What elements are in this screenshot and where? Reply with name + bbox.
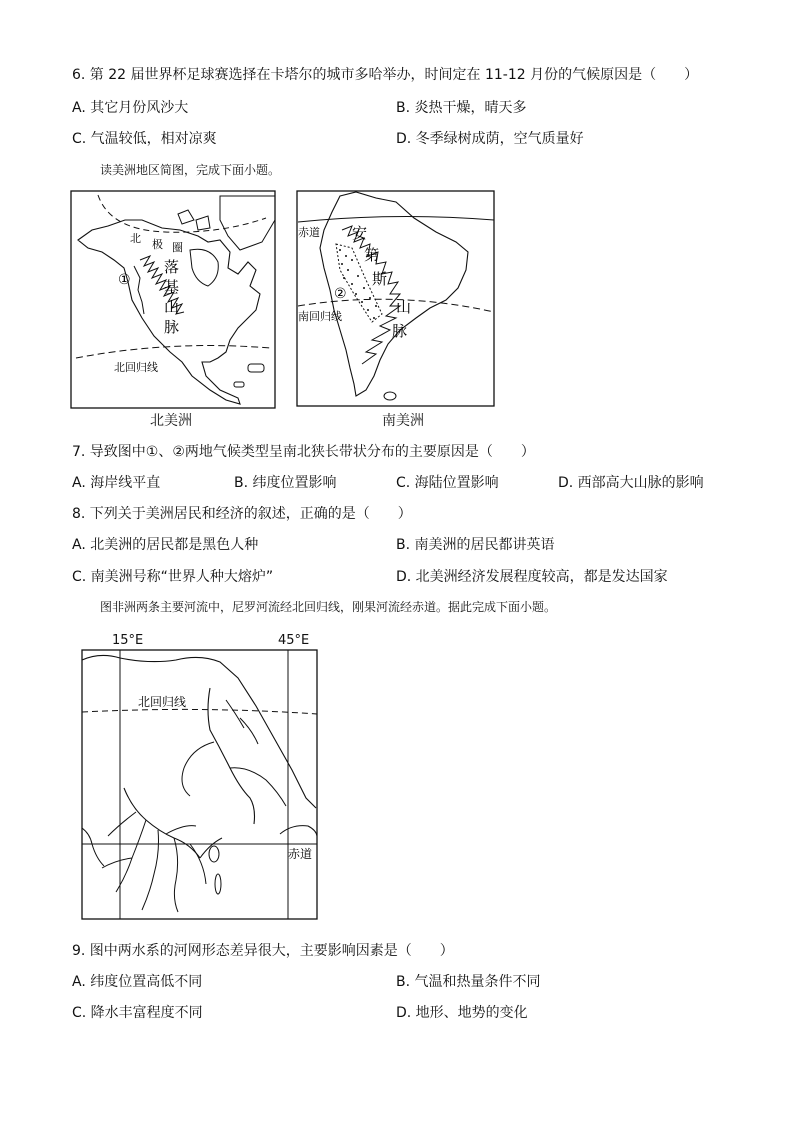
svg-text:赤道: 赤道: [288, 847, 313, 861]
south-america-caption: 南美洲: [382, 413, 424, 429]
q9-option-a: A. 纬度位置高低不同: [72, 974, 203, 990]
intro-africa: 图非洲两条主要河流中，尼罗河流经北回归线，刚果河流经赤道。据此完成下面小题。: [100, 600, 557, 614]
svg-text:北: 北: [130, 232, 141, 245]
q7-stem: 7. 导致图中①、②两地气候类型呈南北狭长带状分布的主要原因是（ ）: [72, 444, 535, 460]
q6-option-d: D. 冬季绿树成荫，空气质量好: [396, 131, 584, 147]
svg-text:①: ①: [118, 272, 131, 288]
svg-text:赤道: 赤道: [298, 226, 320, 239]
intro-america: 读美洲地区简图，完成下面小题。: [100, 163, 281, 177]
svg-text:安: 安: [352, 224, 368, 242]
longitude-15e-label: 15°E: [112, 633, 144, 648]
q6-option-c: C. 气温较低，相对凉爽: [72, 131, 217, 147]
south-america-map: [296, 190, 496, 408]
q6-stem: 6. 第 22 届世界杯足球赛选择在卡塔尔的城市多哈举办，时间定在 11-12 月份的气候原因是（ ）: [72, 67, 699, 83]
q7-option-d: D. 西部高大山脉的影响: [558, 475, 704, 491]
svg-text:②: ②: [334, 286, 347, 302]
svg-text:北回归线: 北回归线: [114, 361, 158, 374]
svg-text:北回归线: 北回归线: [138, 695, 187, 709]
q7-option-b: B. 纬度位置影响: [234, 475, 337, 491]
q9-option-c: C. 降水丰富程度不同: [72, 1005, 203, 1021]
svg-text:南回归线: 南回归线: [298, 310, 342, 323]
svg-text:第: 第: [364, 246, 380, 264]
svg-text:脉: 脉: [164, 318, 180, 336]
svg-text:圈: 圈: [172, 241, 183, 254]
q8-option-a: A. 北美洲的居民都是黑色人种: [72, 537, 259, 553]
q8-stem: 8. 下列关于美洲居民和经济的叙述，正确的是（ ）: [72, 506, 412, 522]
svg-text:脉: 脉: [392, 322, 408, 340]
north-america-caption: 北美洲: [150, 413, 192, 429]
q6-option-a: A. 其它月份风沙大: [72, 100, 189, 116]
svg-text:极: 极: [152, 238, 163, 251]
q9-stem: 9. 图中两水系的河网形态差异很大，主要影响因素是（ ）: [72, 943, 454, 959]
q8-option-c: C. 南美洲号称“世界人种大熔炉”: [72, 569, 274, 585]
q8-option-d: D. 北美洲经济发展程度较高，都是发达国家: [396, 569, 668, 585]
q7-option-a: A. 海岸线平直: [72, 475, 161, 491]
q9-option-b: B. 气温和热量条件不同: [396, 974, 541, 990]
north-america-map: [70, 190, 276, 410]
africa-rivers-map: [80, 648, 320, 922]
svg-text:山: 山: [396, 298, 412, 316]
q6-option-b: B. 炎热干燥，晴天多: [396, 100, 527, 116]
longitude-45e-label: 45°E: [278, 633, 310, 648]
svg-text:基: 基: [164, 278, 180, 296]
svg-text:山: 山: [164, 298, 180, 316]
q7-option-c: C. 海陆位置影响: [396, 475, 499, 491]
q8-option-b: B. 南美洲的居民都讲英语: [396, 537, 555, 553]
q9-option-d: D. 地形、地势的变化: [396, 1005, 528, 1021]
svg-text:斯: 斯: [372, 270, 388, 288]
svg-text:落: 落: [164, 258, 180, 276]
